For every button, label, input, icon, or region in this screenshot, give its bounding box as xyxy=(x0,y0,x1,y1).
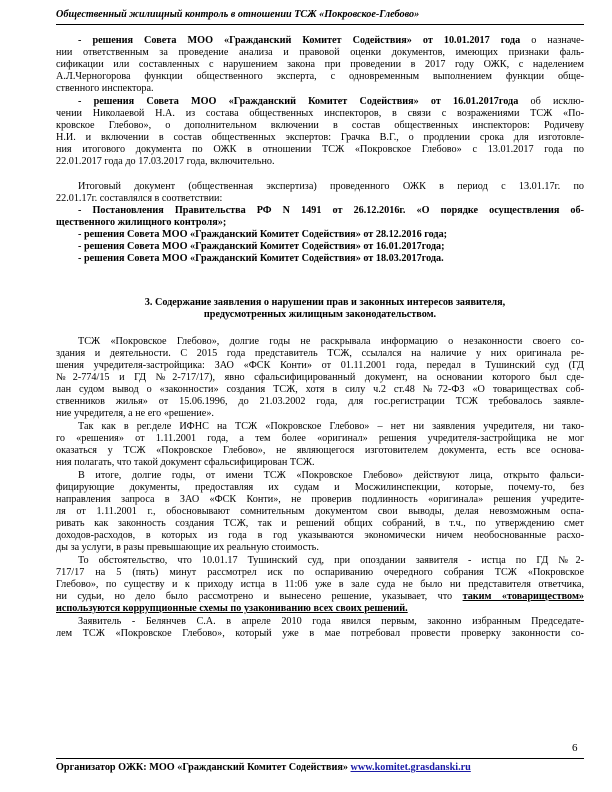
p1-line-5: ственного инспектора. xyxy=(56,83,154,94)
footer-website-link[interactable]: www.komitet.grasdanski.ru xyxy=(350,762,471,773)
p5-line-1: Так как в рег.деле ИФНС на ТСЖ «Покровское Глебово» – нет ни заявления учредителя, ни тако- xyxy=(78,421,584,432)
p7-line-2: 717/17 на 5 (пять) минут рассмотрел иск по оспариванию очередного собрания ТСЖ «Покровское xyxy=(56,567,584,578)
p1-line-3: сификации или составленных с нарушением закона при проведении в 2017 году ОЖК, с наделением xyxy=(56,59,584,70)
p3-line-7: - решения Совета МОО «Гражданский Комитет Содействия» от 18.03.2017года. xyxy=(78,253,444,264)
p5-line-4: ния полагать, что такой документ сфальсифицирован ТСЖ. xyxy=(56,457,315,468)
p4-line-6: ственников жилья» от 15.06.1996, до 21.03.2002 года, для гос.регистрации ТСЖ требовалось заявле- xyxy=(56,396,584,407)
p2-line-6: 22.01.2017 года до 17.03.2017 года, включительно. xyxy=(56,156,275,167)
p7-line-4: ни судьи, но дело было рассмотрено и вынесено решение, указывает, что таким «товариществом» xyxy=(56,591,584,602)
page-number: 6 xyxy=(572,742,578,754)
p5-line-2: го «решения» от 1.11.2001 года, а тем более «оригинал» решения учредителя-застройщика не мог xyxy=(56,433,584,444)
p5-line-3: оказаться у ТСЖ «Покровское Глебово», не являющегося изготовителем документа, есть все основа- xyxy=(56,445,584,456)
page-footer xyxy=(56,758,584,774)
p4-line-1: ТСЖ «Покровское Глебово», долгие годы не раскрывала информацию о незаконности своего со- xyxy=(78,336,584,347)
p8-line-2: лем ТСЖ «Покровское Глебово», который уже в мае потребовал провести проверку законности со- xyxy=(56,628,584,639)
p8-line-1: Заявитель - Белянчев С.А. в апреле 2010 года явился первым, законно избранным Председате- xyxy=(78,616,584,627)
p6-line-2: фицирующие документы, предоставляя их судам и Мосжилинспекции, которые, почему-то, без xyxy=(56,482,584,493)
p4-line-2: здания и деятельности. С 2015 года представитель ТСЖ, ссылался на наличие у них оригинала ре- xyxy=(56,348,584,359)
p2-line-4: Н.И. и включении в состав общественных экспертов: Грачка В.Г., о продлении срока для изготовле- xyxy=(56,132,584,143)
p2-line-2: чении Николаевой Н.А. из состава общественных инспекторов, в связи с возражениями ТСЖ «По- xyxy=(56,108,584,119)
p3-line-4: щественного жилищного контроля»; xyxy=(56,217,227,228)
p7-line-1: То обстоятельство, что 10.01.17 Тушинский суд, при опоздании заявителя - истца по ГД №2- xyxy=(78,555,584,566)
p2-line-1: - решения Совета МОО «Гражданский Комитет Содействия» от 16.01.2017года об исклю- xyxy=(78,96,584,107)
p3-line-3: - Постановления Правительства РФ N 1491 от 26.12.2016г. «О порядке осуществления об- xyxy=(78,205,584,216)
p6-line-3: направления запроса в ЗАО «ФСК Конти», не проверив подлинность «оригинала» решения учредите- xyxy=(56,494,584,505)
p1-line-2: нии ответственным за проведение анализа и правовой оценки документов, имеющих признаки фаль- xyxy=(56,47,584,58)
section-title-line-1: 3. Содержание заявления о нарушении прав и законных интересов заявителя, xyxy=(144,297,506,308)
p2-line-5: ния итогового документа по ОЖК в отношении ТСЖ «Покровское Глебово» с 13.01.2017 года по xyxy=(56,144,584,155)
p4-line-7: ние учредителя, а не его «решение». xyxy=(56,408,214,419)
footer-organizer: Организатор ОЖК: МОО «Гражданский Комитет Содействия» xyxy=(56,762,351,773)
p3-line-1: Итоговый документ (общественная экспертиза) проведенного ОЖК в период с 13.01.17г. по xyxy=(78,181,584,192)
p4-line-5: лан судом вывод о «законности» создания ТСЖ, хотя в силу ч.2 ст.48 №72-ФЗ «О товариществах соб- xyxy=(56,384,584,395)
p1-line-4: А.Л.Черногорова функции общественного эксперта, с одновременным выполнением функции обще- xyxy=(56,71,584,82)
p6-line-4: ля от 1.11.2001 г., обосновывают сомнительным документом свои выводы, делая невозможным оспа- xyxy=(56,506,584,517)
p4-line-3: шения учредителя-застройщика: ЗАО «ФСК Конти» от 01.11.2001 года, передал в Тушинский суд (ГД xyxy=(56,360,584,371)
p6-line-7: ды за услуги, в разы превышающие их реальную стоимость. xyxy=(56,542,319,553)
p4-line-4: №2-774/15 и ГД №2-717/17), явно сфальсифицированный документ, на основании которого был сде- xyxy=(56,372,584,383)
p6-line-5: ривать как законность создания ТСЖ, так и решений общих собраний, в т.ч., по утверждению смет xyxy=(56,518,584,529)
p1-line-1: - решения Совета МОО «Гражданский Комитет Содействия» от 10.01.2017 года о назначе- xyxy=(78,35,584,46)
p6-line-1: В итоге, долгие годы, от имени ТСЖ «Покровское Глебово» действуют лица, открыто фальси- xyxy=(78,470,584,481)
p7-line-3: Глебово», по существу и к приходу истца в 11:06 уже в зале суда не было ни представителя ответчика, xyxy=(56,579,584,590)
running-header: Общественный жилищный контроль в отношении ТСЖ «Покровское-Глебово» xyxy=(56,9,584,25)
p3-line-6: - решения Совета МОО «Гражданский Комитет Содействия» от 16.01.2017года; xyxy=(78,241,445,252)
p3-line-5: - решения Совета МОО «Гражданский Комитет Содействия» от 28.12.2016 года; xyxy=(78,229,448,240)
p3-line-2: 22.01.17г. составлялся в соответствии: xyxy=(56,193,223,204)
section-title-line-2: предусмотренных жилищным законодательством. xyxy=(203,309,437,320)
p7-line-5: используются коррупционные схемы по узакониванию всех своих решений. xyxy=(56,603,408,614)
p2-line-3: кровское Глебово», о дополнительном включении в состав общественных инспекторов: Родичеву xyxy=(56,120,584,131)
p6-line-6: доходов-расходов, в которых из года в год указываются экономически ничем необоснованные расхо- xyxy=(56,530,584,541)
